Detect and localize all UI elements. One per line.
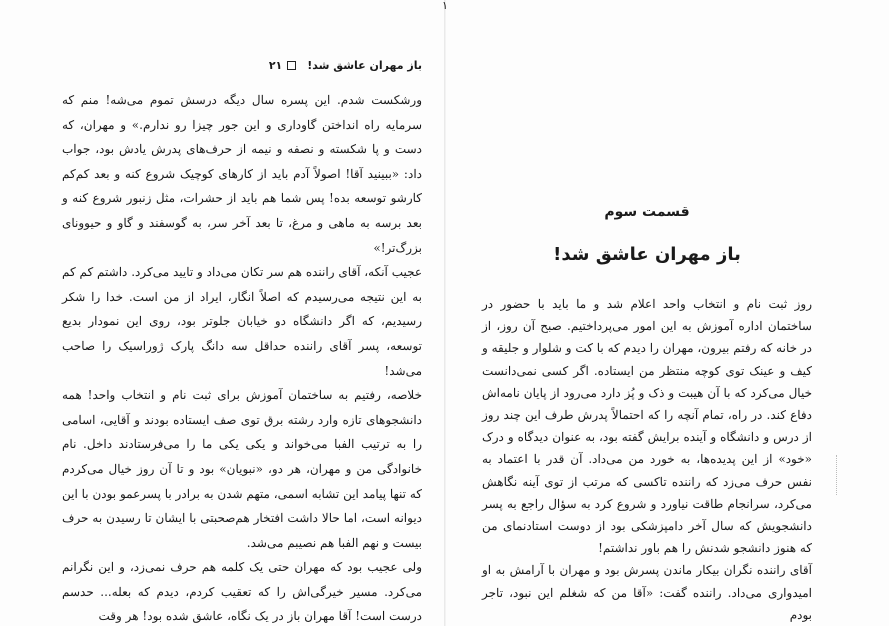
running-head [62,56,422,74]
paragraph: ولی عجیب بود که مهران حتی یک کلمه هم حرف نمی‌زد، و این نگرانم می‌کرد. مسیر خیرگی‌اش را که تعقیب کردم، دیدم که بعله... حدسم درست است! آقا مهران باز در یک نگاه، عاشق شده بود! هر وقت [62,560,422,624]
chapter-title: باز مهران عاشق شد! [553,244,741,265]
part-title: قسمت سوم [604,204,690,220]
square-ornament-icon [287,61,296,70]
right-page-body [482,293,812,626]
gutter-mark: ۱ [442,0,448,12]
left-page [62,48,422,624]
page-number: ۲۱ [268,58,283,72]
left-page-body [62,88,422,629]
right-page [482,48,812,622]
paragraph: روز ثبت نام و انتخاب واحد اعلام شد و ما باید با حضور در ساختمان اداره آموزش به این امور می‌پرداختیم. صبح آن روز، از در خانه که رفتم بیرون، مهران را دیدم که با کت و شلوار و جلیقه و کیف و عینک توی کوچه منتظر من ایستاده. اگر کسی نمی‌دانست خیال می‌کرد که با آن هیبت و ذک و پُز دارد می‌رود از پایان نامه‌اش دفاع کند. در راه، تمام آنچه را که احتمالاً پدرش طرف این چند روز از درس و دانشگاه و آینده برایش گفته بود، به عنوان دیدگاه و درک «خود» از این پدیده‌ها، به خورد من می‌داد. آن قدر با اعتماد به نفس حرف می‌زد که راننده تاکسی که مرتب از توی آینه نگاهش می‌کرد، سرانجام طاقت نیاورد و شروع کرد به سؤال راجع به پسر دانشجویش که سال آخر دامپزشکی بود از دوست استادنمای من که هنوز دانشجو شدنش را هم باور نداشتم! [482,297,812,556]
running-head-title: باز مهران عاشق شد! [307,58,422,72]
paragraph: آقای راننده نگران بیکار ماندن پسرش بود و مهران با آرامش به او امیدواری می‌داد. راننده گفت: «آقا من که شغلم این نبود، تاجر بودم [482,563,812,622]
page-gutter [444,0,446,626]
paragraph: ورشکست شدم. این پسره سال دیگه درسش تموم می‌شه! منم که سرمایه راه انداختن گاوداری و این جور چیزا رو ندارم.» و مهران، که دست و پا شکسته و نصفه و نیمه از حرف‌های پدرش یادش بود، جواب داد: «ببینید آقا! اصولاً آدم باید از کارهای کوچیک شروع کنه و بعد کم‌کم کارشو توسعه بده! پس شما هم باید از حشرات، مثل زنبور شروع کنه و بعد برسه به ماهی و مرغ، تا بعد آخر سر، به گوسفند و گاو و حیوونای بزرگ‌تر!» [62,93,422,255]
page-edge-marks [830,455,837,495]
paragraph: خلاصه، رفتیم به ساختمان آموزش برای ثبت نام و انتخاب واحد! همه دانشجوهای تازه وارد رشته برق توی صف ایستاده بودند و آقایی، اسامی را به ترتیب الفبا می‌خواند و یکی یکی ما را می‌فرستادند داخل. نام خانوادگی من و مهران، هر دو، «نبویان» بود و تا آن روز خیال می‌کردم که تنها پیامد این تشابه اسمی، متهم شدن به برادر با پسرعمو بودن با این دیوانه است، اما حالا داشت افتخار هم‌صحبتی با ایشان تا رسیدن به حرف بیست و نهم الفبا هم نصیبم می‌شد. [62,388,422,550]
paragraph: عجیب آنکه، آقای راننده هم سر تکان می‌داد و تایید می‌کرد. داشتم کم کم به این نتیجه می‌رسیدم که اصلاً انگار، ایراد از من است. خدا را شکر رسیدیم، که اگر دانشگاه دو خیابان جلوتر بود، روی این نمودار بدیع توسعه، پسر آقای راننده حداقل سه دانگ پارک ژوراسیک را صاحب می‌شد! [62,265,422,378]
